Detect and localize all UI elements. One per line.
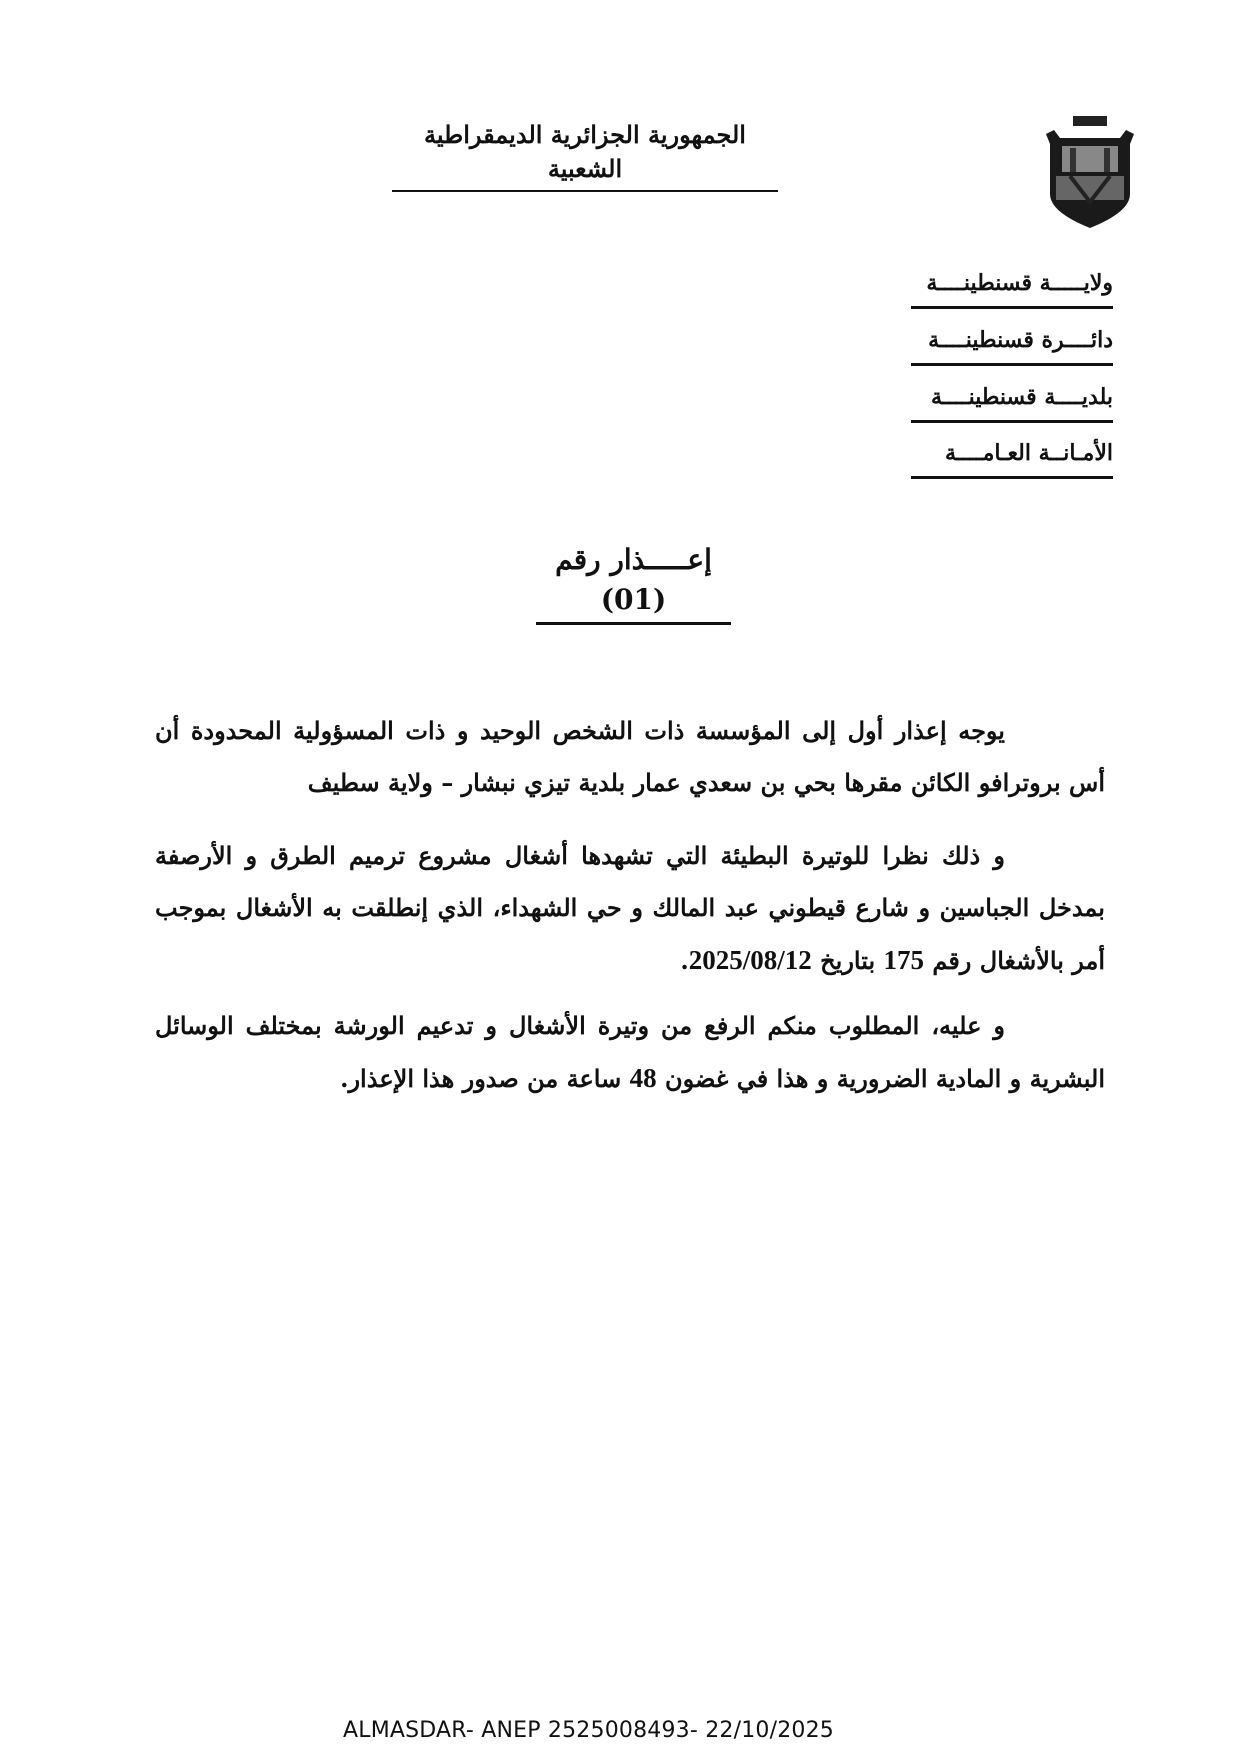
order-number: 175 [883, 945, 924, 975]
paragraph-2-text: و ذلك نظرا للوتيرة البطيئة التي تشهدها أشغال مشروع ترميم الطرق و الأرصفة بمدخل الجباسين و شارع قيطوني عبد المالك و حي الشهداء، الذي إنطلقت به الأشغال بموجب أمر بالأشغال رقم [155, 841, 1105, 975]
paragraph-3-text: و عليه، المطلوب منكم الرفع من وتيرة الأشغال و تدعيم الورشة بمختلف الوسائل البشرية و المادية الضرورية و هذا في غضون [155, 1011, 1105, 1093]
paragraph-notice-recipient [155, 705, 1105, 809]
constantine-coat-of-arms-icon [1040, 112, 1140, 232]
commune-line: بلديــــة قسنطينــــة [911, 382, 1113, 423]
paragraph-3-tail: ساعة من صدور هذا الإعذار. [340, 1064, 622, 1093]
general-secretariat-line: الأمـانــة العـامــــة [911, 438, 1113, 479]
order-date: 2025/08/12 [688, 945, 812, 975]
deadline-hours: 48 [629, 1063, 657, 1093]
document-title: إعـــــذار رقم (01) [536, 540, 731, 625]
paragraph-1-text: يوجه إعذار أول إلى المؤسسة ذات الشخص الوحيد و ذات المسؤولية المحدودة أن أس بروترافو الكائن مقرها بحي بن سعدي عمار بلدية تيزي نبشار – ولاية سطيف [155, 716, 1105, 797]
wilaya-line: ولايـــــة قسنطينــــة [911, 268, 1113, 309]
publication-reference: ALMASDAR- ANEP 2525008493- 22/10/2025 [343, 1718, 835, 1743]
daira-line: دائــــرة قسنطينــــة [911, 325, 1113, 366]
period: . [680, 946, 689, 975]
republic-heading: الجمهورية الجزائرية الديمقراطية الشعبية [392, 118, 778, 192]
paragraph-reason [155, 830, 1105, 987]
paragraph-demand [155, 1000, 1105, 1105]
date-label: بتاريخ [820, 946, 876, 975]
